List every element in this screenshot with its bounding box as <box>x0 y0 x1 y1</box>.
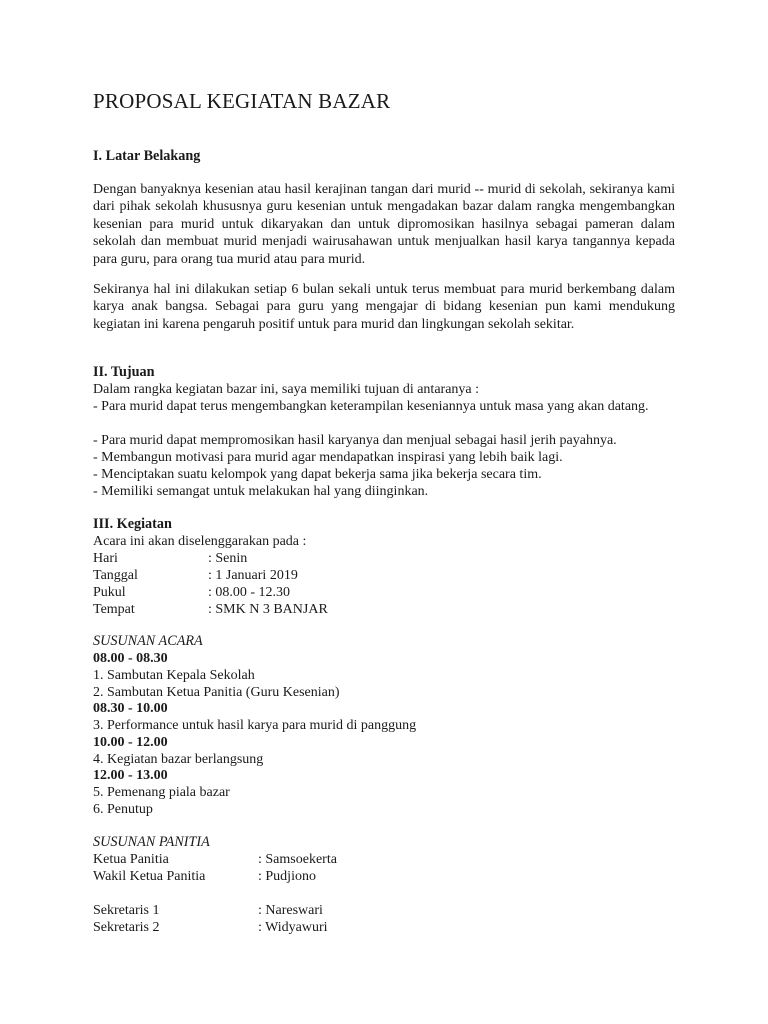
schedule-item: 5. Pemenang piala bazar <box>93 785 230 800</box>
schedule-time: 08.00 - 08.30 <box>93 651 168 666</box>
detail-value: : 1 Januari 2019 <box>208 568 298 583</box>
section-heading-kegiatan: III. Kegiatan <box>93 516 172 532</box>
paragraph-latar-belakang-2: Sekiranya hal ini dilakukan setiap 6 bulan sekali untuk terus membuat para murid berkembang dalam karya anak bangsa. Sebagai para guru yang mengajar di bidang kesenian pun kami mendukung kegiatan ini karena pengaruh positif untuk para murid dan lingkungan sekolah sekitar. <box>93 282 675 332</box>
schedule-item: 1. Sambutan Kepala Sekolah <box>93 668 255 683</box>
kegiatan-intro: Acara ini akan diselenggarakan pada : <box>93 534 307 549</box>
detail-label: Tanggal <box>93 568 138 583</box>
susunan-panitia-heading: SUSUNAN PANITIA <box>93 834 210 850</box>
panitia-role: Sekretaris 1 <box>93 903 160 918</box>
schedule-item: 2. Sambutan Ketua Panitia (Guru Kesenian) <box>93 685 340 700</box>
detail-label: Hari <box>93 551 118 566</box>
tujuan-item: - Para murid dapat terus mengembangkan keterampilan keseniannya untuk masa yang akan datang. <box>93 399 649 414</box>
detail-value: : Senin <box>208 551 248 566</box>
schedule-time: 10.00 - 12.00 <box>93 735 168 750</box>
panitia-name: : Pudjiono <box>258 869 316 884</box>
schedule-item: 3. Performance untuk hasil karya para murid di panggung <box>93 718 417 733</box>
tujuan-item: - Para murid dapat mempromosikan hasil karyanya dan menjual sebagai hasil jerih payahnya. <box>93 433 617 448</box>
panitia-name: : Nareswari <box>258 903 323 918</box>
panitia-role: Sekretaris 2 <box>93 920 160 935</box>
panitia-role: Wakil Ketua Panitia <box>93 869 206 884</box>
schedule-time: 12.00 - 13.00 <box>93 768 168 783</box>
panitia-name: : Widyawuri <box>258 920 328 935</box>
susunan-acara-heading: SUSUNAN ACARA <box>93 633 203 649</box>
schedule-time: 08.30 - 10.00 <box>93 701 168 716</box>
schedule-item: 4. Kegiatan bazar berlangsung <box>93 752 264 767</box>
section-heading-latar-belakang: I. Latar Belakang <box>93 148 201 164</box>
tujuan-item: - Membangun motivasi para murid agar mendapatkan inspirasi yang lebih baik lagi. <box>93 450 563 465</box>
tujuan-item: - Menciptakan suatu kelompok yang dapat bekerja sama jika bekerja secara tim. <box>93 467 542 482</box>
detail-value: : SMK N 3 BANJAR <box>208 602 328 617</box>
tujuan-item: - Memiliki semangat untuk melakukan hal yang diinginkan. <box>93 484 429 499</box>
panitia-role: Ketua Panitia <box>93 852 169 867</box>
detail-value: : 08.00 - 12.30 <box>208 585 291 600</box>
document-title: PROPOSAL KEGIATAN BAZAR <box>93 89 391 113</box>
paragraph-latar-belakang-1: Dengan banyaknya kesenian atau hasil kerajinan tangan dari murid -- murid di sekolah, sekiranya kami dari pihak sekolah khususnya guru kesenian untuk mengadakan bazar dalam rangka mengembangkan kesenian para murid untuk dikaryakan dan untuk dipromosikan hasilnya sebagai pameran dalam sekolah dan membuat murid menjadi wairusahawan untuk menjualkan hasil karya tangannya kepada para guru, para orang tua murid atau para murid. <box>93 182 675 267</box>
detail-label: Pukul <box>93 585 126 600</box>
panitia-name: : Samsoekerta <box>258 852 337 867</box>
tujuan-intro: Dalam rangka kegiatan bazar ini, saya memiliki tujuan di antaranya : <box>93 382 480 397</box>
schedule-item: 6. Penutup <box>93 802 153 817</box>
detail-label: Tempat <box>93 602 135 617</box>
section-heading-tujuan: II. Tujuan <box>93 364 155 380</box>
